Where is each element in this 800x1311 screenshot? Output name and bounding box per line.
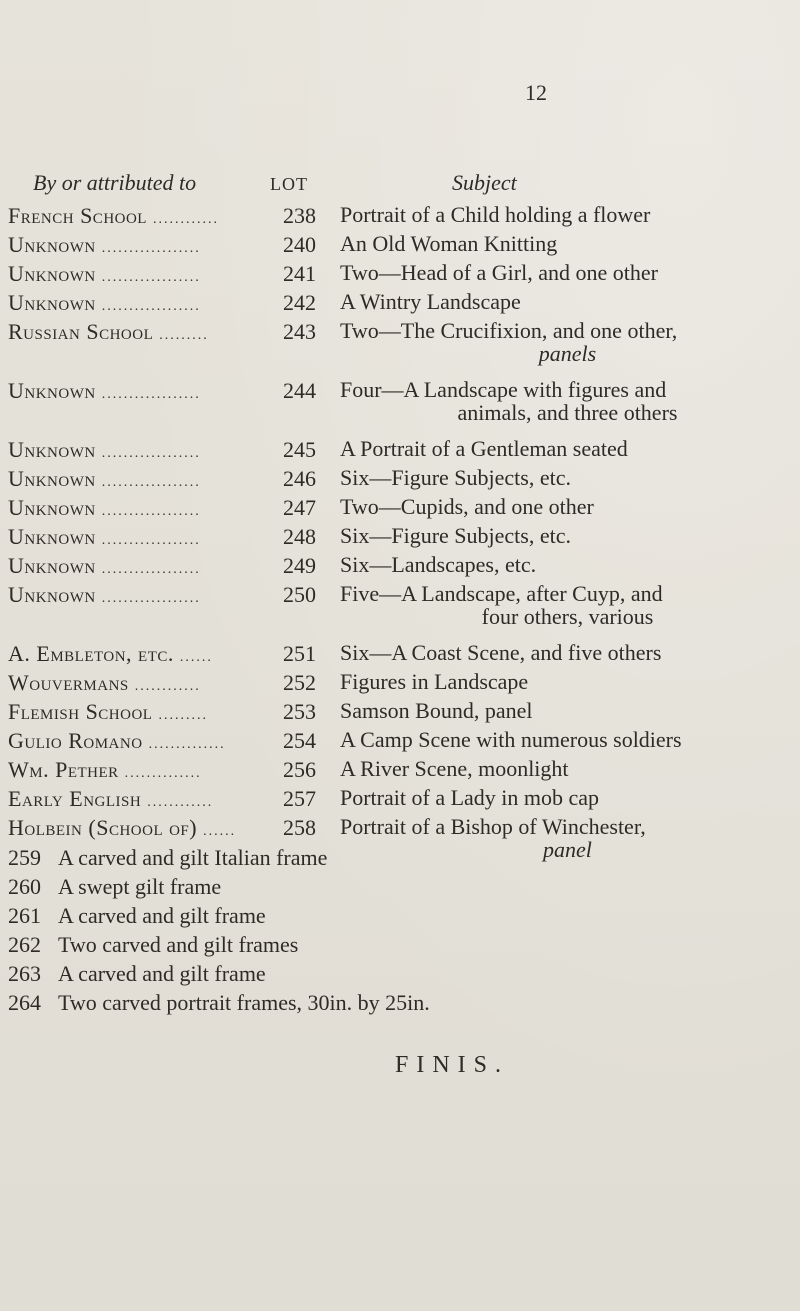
attribution-name: Flemish School [8, 699, 153, 724]
lot-attribution [8, 319, 278, 345]
leader-dots: ...... [203, 824, 237, 839]
leader-dots: .................. [101, 299, 201, 314]
lot-number: 240 [283, 232, 316, 257]
leader-dots: .................. [101, 387, 201, 402]
lot-number: 247 [283, 495, 316, 520]
subject-text: Portrait of a Child holding a flower [340, 202, 651, 227]
lot-attribution [8, 524, 278, 550]
column-header-attribution: By or attributed to [33, 170, 197, 195]
attribution-name: Unknown [8, 232, 96, 257]
attribution-name: Holbein (School of) [8, 815, 198, 840]
frame-description: A carved and gilt frame [58, 961, 266, 986]
lot-number: 245 [283, 437, 316, 462]
frame-description: A swept gilt frame [58, 874, 222, 899]
leader-dots: ............ [134, 679, 201, 694]
subject-continuation: animals, and three others [457, 400, 678, 425]
lot-subject [340, 699, 795, 722]
subject-text: Six—Landscapes, etc. [340, 552, 537, 577]
lot-subject [340, 290, 795, 313]
leader-dots: .................. [101, 591, 201, 606]
lot-number: 252 [283, 670, 316, 695]
lot-attribution [8, 437, 278, 463]
lot-attribution [8, 495, 278, 521]
lot-subject [340, 495, 795, 518]
lot-number: 254 [283, 728, 316, 753]
lot-number: 242 [283, 290, 316, 315]
frame-description: Two carved portrait frames, 30in. by 25in. [58, 990, 430, 1015]
lot-attribution [8, 466, 278, 492]
leader-dots: ............ [152, 212, 219, 227]
frame-row [8, 874, 221, 900]
frame-lot-number: 263 [8, 961, 41, 986]
frame-lot-number: 260 [8, 874, 41, 899]
attribution-name: Unknown [8, 437, 96, 462]
lot-attribution [8, 290, 278, 316]
subject-text: A Camp Scene with numerous soldiers [340, 727, 682, 752]
attribution-name: A. Embleton, etc. [8, 641, 174, 666]
lot-number: 250 [283, 582, 316, 607]
leader-dots: ......... [158, 708, 208, 723]
lot-attribution [8, 728, 278, 754]
column-header-subject: Subject [452, 170, 517, 195]
lot-subject [340, 466, 795, 489]
lot-attribution [8, 699, 278, 725]
lot-subject [340, 203, 795, 226]
lot-number: 248 [283, 524, 316, 549]
subject-text: Figures in Landscape [340, 669, 529, 694]
subject-continuation: four others, various [481, 604, 654, 629]
leader-dots: .................. [101, 446, 201, 461]
attribution-name: Early English [8, 786, 142, 811]
lot-number: 258 [283, 815, 316, 840]
lot-subject [340, 757, 795, 780]
lot-subject [340, 378, 795, 424]
lot-subject [340, 524, 795, 547]
frame-row [8, 932, 298, 958]
lot-subject [340, 670, 795, 693]
subject-text: Two—Head of a Girl, and one other [340, 260, 658, 285]
column-header-lot: LOT [270, 174, 308, 194]
subject-text: Four—A Landscape with figures and [340, 377, 667, 402]
subject-text: Portrait of a Bishop of Winchester, [340, 814, 646, 839]
subject-continuation: panel [543, 837, 592, 862]
frame-lot-number: 261 [8, 903, 41, 928]
lot-number: 253 [283, 699, 316, 724]
lot-attribution [8, 203, 278, 229]
subject-text: A River Scene, moonlight [340, 756, 569, 781]
lot-attribution [8, 786, 278, 812]
leader-dots: ............ [147, 795, 214, 810]
lot-attribution [8, 261, 278, 287]
subject-text: Five—A Landscape, after Cuyp, and [340, 581, 663, 606]
attribution-name: Unknown [8, 524, 96, 549]
lot-subject [340, 553, 795, 576]
lot-number: 241 [283, 261, 316, 286]
attribution-name: Unknown [8, 553, 96, 578]
finis: FINIS. [395, 1052, 510, 1078]
subject-text: An Old Woman Knitting [340, 231, 558, 256]
frame-row [8, 961, 266, 987]
lot-subject [340, 815, 795, 861]
lot-subject [340, 728, 795, 751]
lot-number: 238 [283, 203, 316, 228]
lot-number: 251 [283, 641, 316, 666]
frame-description: Two carved and gilt frames [58, 932, 299, 957]
attribution-name: Russian School [8, 319, 154, 344]
lot-number: 256 [283, 757, 316, 782]
subject-text: Samson Bound, panel [340, 698, 533, 723]
leader-dots: .................. [101, 533, 201, 548]
lot-attribution [8, 757, 278, 783]
lot-subject [340, 319, 795, 365]
frame-row [8, 903, 266, 929]
attribution-name: Unknown [8, 290, 96, 315]
frame-description: A carved and gilt frame [58, 903, 266, 928]
lot-attribution [8, 378, 278, 404]
lot-number: 243 [283, 319, 316, 344]
leader-dots: ...... [179, 650, 213, 665]
lot-number: 249 [283, 553, 316, 578]
lot-number: 257 [283, 786, 316, 811]
leader-dots: .............. [148, 737, 226, 752]
lot-number: 244 [283, 378, 316, 403]
lot-attribution [8, 641, 278, 667]
frame-description: A carved and gilt Italian frame [58, 845, 328, 870]
frame-row [8, 845, 327, 871]
lot-subject [340, 437, 795, 460]
lot-attribution [8, 582, 278, 608]
leader-dots: .................. [101, 475, 201, 490]
frame-lot-number: 259 [8, 845, 41, 870]
subject-text: Six—A Coast Scene, and five others [340, 640, 662, 665]
subject-continuation: panels [538, 341, 597, 366]
page-number: 12 [525, 80, 547, 105]
subject-text: Six—Figure Subjects, etc. [340, 465, 571, 490]
lot-subject [340, 786, 795, 809]
lot-subject [340, 641, 795, 664]
lot-attribution [8, 553, 278, 579]
attribution-name: French School [8, 203, 147, 228]
attribution-name: Gulio Romano [8, 728, 143, 753]
subject-text: A Wintry Landscape [340, 289, 521, 314]
subject-text: Two—The Crucifixion, and one other, [340, 318, 678, 343]
leader-dots: .................. [101, 270, 201, 285]
attribution-name: Unknown [8, 261, 96, 286]
leader-dots: .................. [101, 504, 201, 519]
frame-row [8, 990, 430, 1016]
lot-attribution [8, 232, 278, 258]
leader-dots: .................. [101, 562, 201, 577]
subject-text: Six—Figure Subjects, etc. [340, 523, 571, 548]
attribution-name: Unknown [8, 582, 96, 607]
lot-attribution [8, 670, 278, 696]
lot-number: 246 [283, 466, 316, 491]
lot-attribution [8, 815, 278, 841]
subject-text: A Portrait of a Gentleman seated [340, 436, 628, 461]
attribution-name: Unknown [8, 378, 96, 403]
leader-dots: ......... [159, 328, 209, 343]
lot-subject [340, 261, 795, 284]
lot-subject [340, 582, 795, 628]
subject-text: Two—Cupids, and one other [340, 494, 594, 519]
attribution-name: Wouvermans [8, 670, 129, 695]
frame-lot-number: 264 [8, 990, 41, 1015]
lot-subject [340, 232, 795, 255]
attribution-name: Unknown [8, 495, 96, 520]
frame-lot-number: 262 [8, 932, 41, 957]
subject-text: Portrait of a Lady in mob cap [340, 785, 600, 810]
attribution-name: Unknown [8, 466, 96, 491]
leader-dots: .............. [124, 766, 202, 781]
attribution-name: Wm. Pether [8, 757, 119, 782]
leader-dots: .................. [101, 241, 201, 256]
